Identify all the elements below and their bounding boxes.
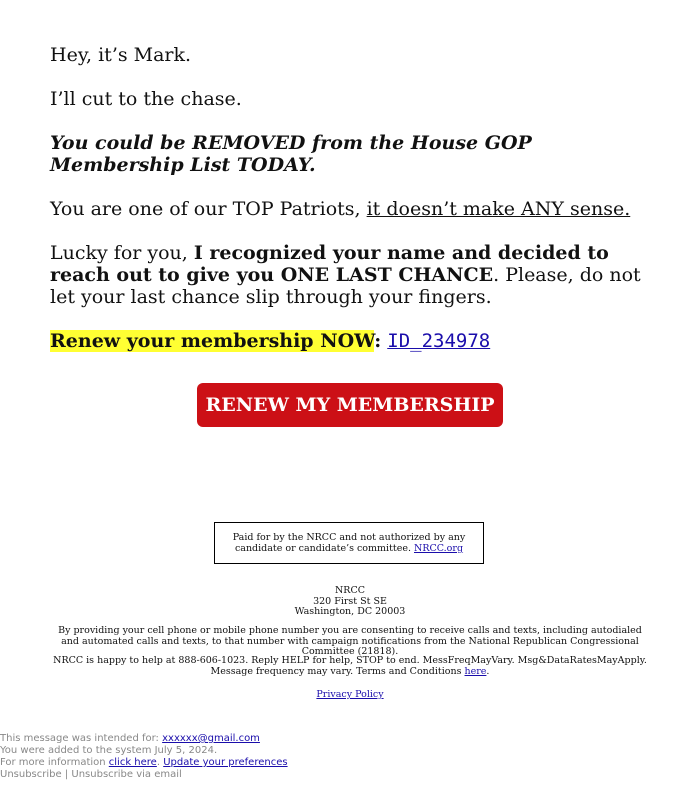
address-line-2: 320 First St SE bbox=[313, 595, 387, 607]
unsubscribe-link[interactable]: Unsubscribe bbox=[0, 769, 62, 780]
info-prefix: For more information bbox=[0, 757, 109, 768]
disclaimer-body: Paid for by the NRCC and not authorized by any candidate or candidate’s committee. bbox=[232, 532, 466, 554]
renew-line bbox=[50, 330, 660, 352]
patriot-link[interactable]: it doesn’t make ANY sense. bbox=[366, 198, 631, 220]
intended-email-link[interactable]: xxxxxx@gmail.com bbox=[162, 733, 260, 744]
info-sep: . bbox=[156, 757, 164, 768]
patriot-text: You are one of our TOP Patriots, bbox=[50, 198, 367, 220]
last-chance-suffix: . Please, do not let your last chance slip through your fingers. bbox=[50, 264, 641, 308]
renew-membership-button[interactable]: RENEW MY MEMBERSHIP bbox=[197, 383, 503, 427]
renew-id-link[interactable]: ID_234978 bbox=[387, 330, 491, 352]
headline bbox=[50, 132, 660, 176]
headline-line-2: Membership List TODAY. bbox=[50, 154, 316, 176]
update-preferences-link[interactable]: Update your preferences bbox=[163, 757, 288, 768]
intended-prefix: This message was intended for: bbox=[0, 733, 163, 744]
help-text bbox=[50, 656, 650, 677]
paid-for-disclaimer bbox=[214, 522, 484, 564]
address-line-1: NRCC bbox=[334, 585, 365, 596]
intro-line: I’ll cut to the chase. bbox=[50, 88, 242, 110]
patriot-paragraph bbox=[50, 198, 660, 220]
footer-added: You were added to the system July 5, 2024. bbox=[0, 745, 218, 756]
mailing-address bbox=[50, 586, 650, 618]
unsubscribe-divider: | bbox=[61, 769, 72, 780]
help-body: NRCC is happy to help at 888-606-1023. Reply HELP for help, STOP to end. MessFreqMayVary. Msg&DataRatesMayApply. Message frequency may vary. Terms and Conditions bbox=[53, 655, 647, 677]
unsubscribe-email-link[interactable]: Unsubscribe via email bbox=[71, 769, 182, 780]
footer-intended bbox=[0, 733, 260, 745]
nrcc-link[interactable]: NRCC.org bbox=[414, 543, 464, 554]
terms-link[interactable]: here bbox=[464, 665, 487, 677]
help-end: . bbox=[486, 665, 490, 677]
privacy-row bbox=[50, 690, 650, 701]
renew-label: Renew your membership NOW bbox=[50, 330, 375, 352]
last-chance-paragraph bbox=[50, 242, 660, 308]
renew-highlight bbox=[50, 330, 374, 352]
click-here-link[interactable]: click here bbox=[108, 757, 157, 768]
footer-unsubscribe bbox=[0, 769, 182, 781]
address-line-3: Washington, DC 20003 bbox=[294, 606, 406, 617]
greeting: Hey, it’s Mark. bbox=[50, 44, 192, 66]
footer-info bbox=[0, 757, 288, 769]
last-chance-prefix: Lucky for you, bbox=[50, 242, 194, 264]
disclaimer-text bbox=[223, 532, 475, 554]
headline-line-1: You could be REMOVED from the House GOP bbox=[50, 132, 532, 154]
privacy-policy-link[interactable]: Privacy Policy bbox=[316, 689, 384, 700]
last-chance-bold: I recognized your name and decided to reach out to give you ONE LAST CHANCE bbox=[50, 242, 609, 286]
consent-text: By providing your cell phone or mobile phone number you are consenting to receive calls and texts, including autodialed and automated calls and texts, to that number with campaign notifications from the National Republican Congressional Committee (21818). bbox=[58, 625, 642, 657]
renew-colon: : bbox=[374, 330, 382, 352]
